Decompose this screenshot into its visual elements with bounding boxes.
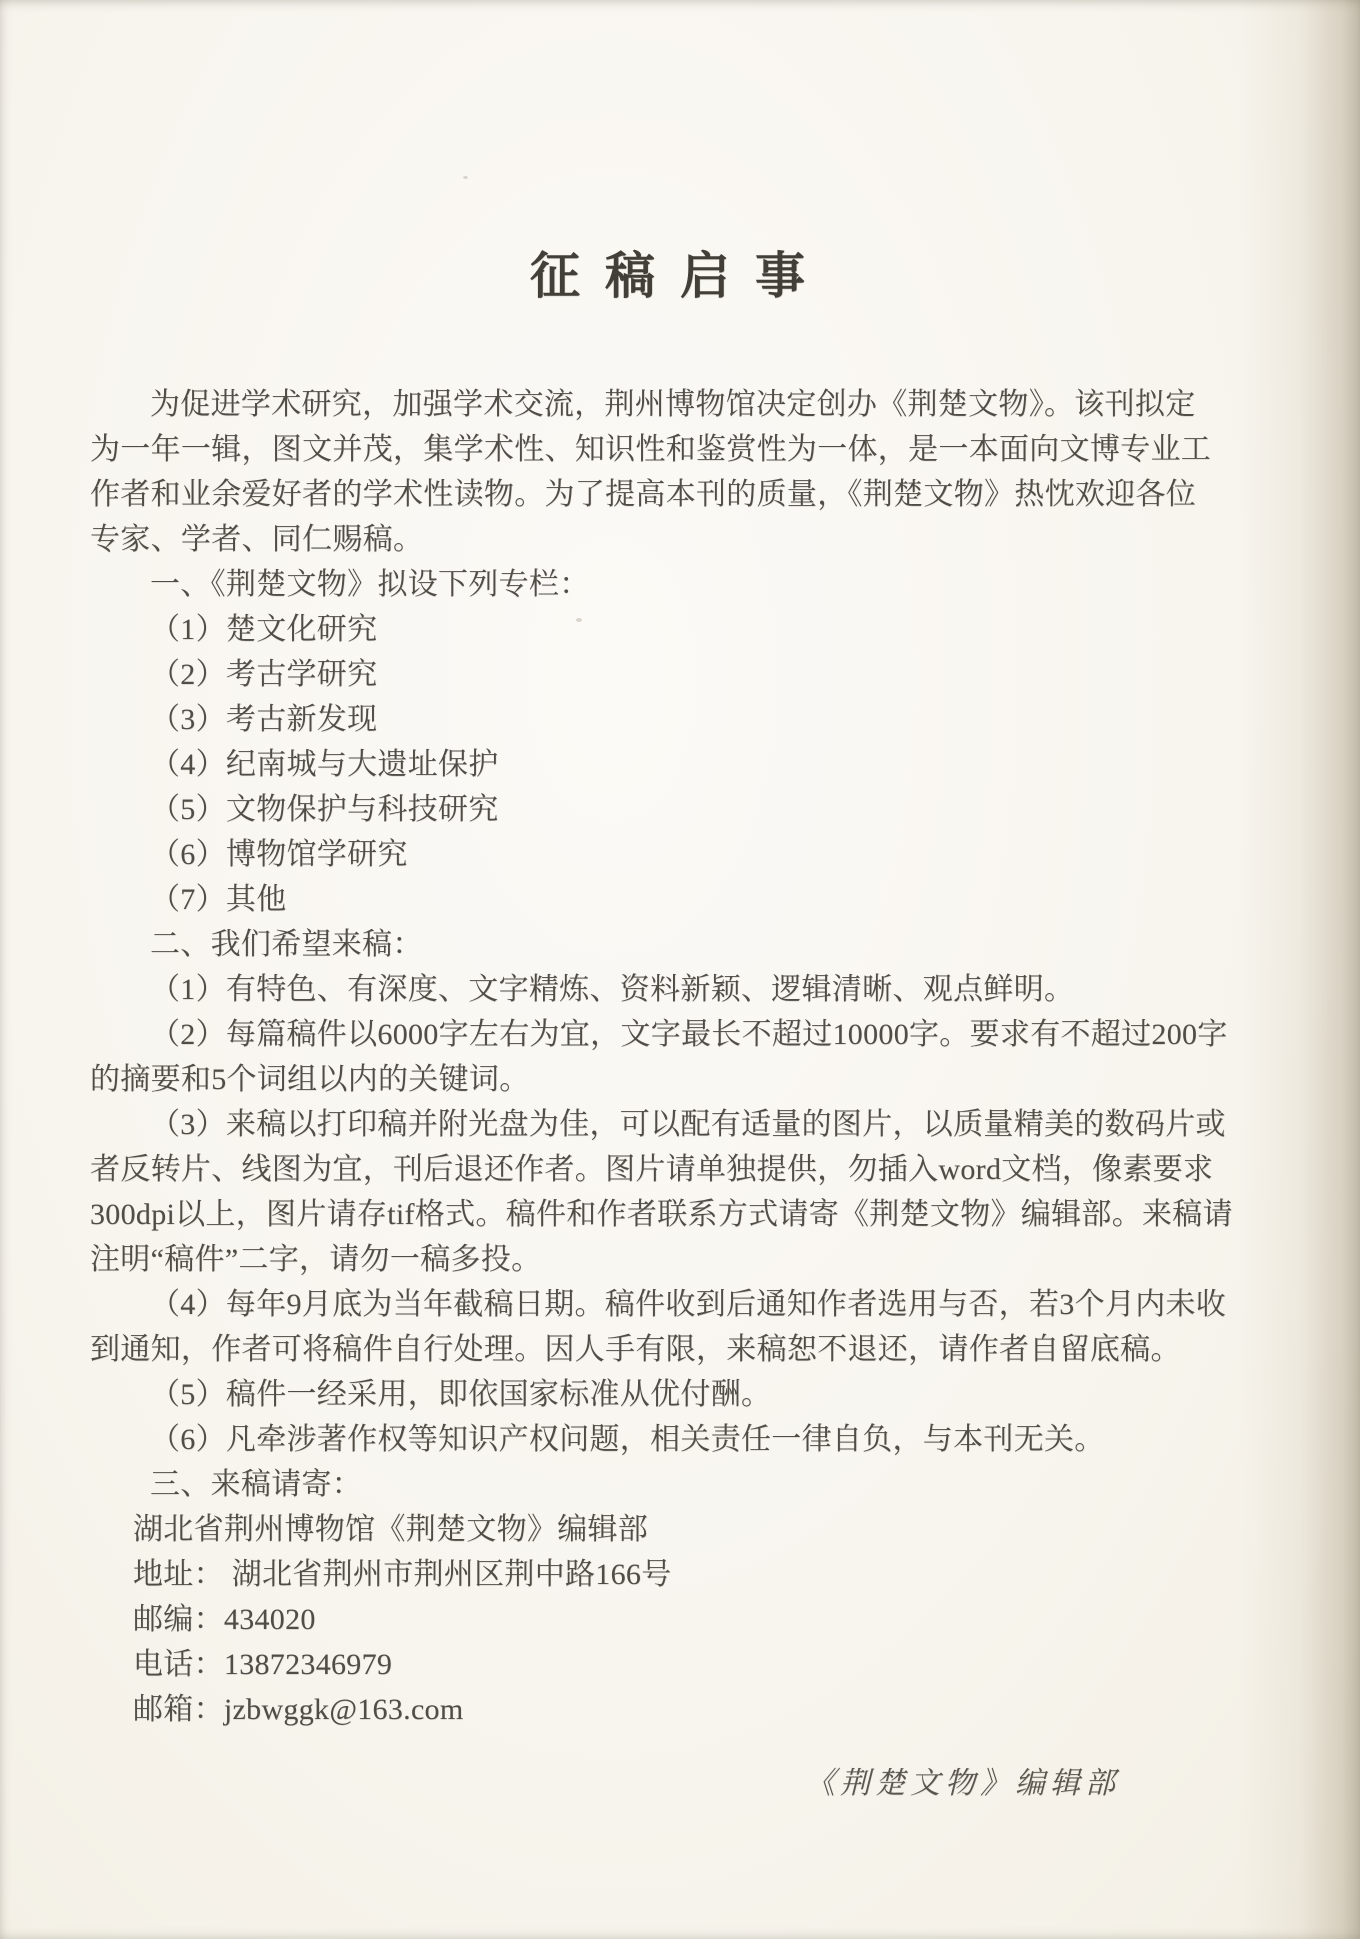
scan-speck xyxy=(463,176,468,179)
body-text xyxy=(90,382,1233,1732)
text-line: （3）来稿以打印稿并附光盘为佳，可以配有适量的图片，以质量精美的数码片或 xyxy=(150,1108,1226,1141)
text-line: （1）有特色、有深度、文字精炼、资料新颖、逻辑清晰、观点鲜明。 xyxy=(150,973,1075,1006)
text-line: 者反转片、线图为宜，刊后退还作者。图片请单独提供，勿插入word文档，像素要求 xyxy=(90,1153,1214,1186)
text-line: （5）稿件一经采用，即依国家标准从优付酬。 xyxy=(150,1378,772,1411)
text-line: 电话：13872346979 xyxy=(133,1648,393,1681)
text-line: 专家、学者、同仁赐稿。 xyxy=(90,523,424,556)
scan-speck xyxy=(576,618,582,622)
text-line: （6）凡牵涉著作权等知识产权问题，相关责任一律自负，与本刊无关。 xyxy=(150,1423,1105,1456)
text-line: （5）文物保护与科技研究 xyxy=(150,793,499,826)
text-line: 为一年一辑，图文并茂，集学术性、知识性和鉴赏性为一体，是一本面向文博专业工 xyxy=(90,433,1212,466)
text-line: 邮箱：jzbwggk@163.com xyxy=(133,1693,464,1726)
text-line: 注明“稿件”二字，请勿一稿多投。 xyxy=(90,1243,542,1276)
text-line: 二、我们希望来稿： xyxy=(150,928,423,961)
text-line: 三、来稿请寄： xyxy=(150,1468,363,1501)
text-line: 作者和业余爱好者的学术性读物。为了提高本刊的质量，《荆楚文物》热忱欢迎各位 xyxy=(90,478,1197,511)
text-line: （6）博物馆学研究 xyxy=(150,838,408,871)
text-line: 到通知，作者可将稿件自行处理。因人手有限，来稿恕不退还，请作者自留底稿。 xyxy=(90,1333,1181,1366)
text-line: （7）其他 xyxy=(150,883,287,916)
text-line: 为促进学术研究，加强学术交流，荆州博物馆决定创办《荆楚文物》。该刊拟定 xyxy=(150,388,1196,421)
page-title: 征稿启事 xyxy=(530,248,830,304)
text-line: （1）楚文化研究 xyxy=(150,613,378,646)
text-line: 一、《荆楚文物》拟设下列专栏： xyxy=(150,568,590,601)
text-line: 的摘要和5个词组以内的关键词。 xyxy=(90,1063,530,1096)
text-line: （3）考古新发现 xyxy=(150,703,378,736)
text-line: 湖北省荆州博物馆《荆楚文物》编辑部 xyxy=(133,1513,649,1546)
text-line: （4）纪南城与大遗址保护 xyxy=(150,748,499,781)
text-line: （2）考古学研究 xyxy=(150,658,378,691)
text-line: 300dpi以上，图片请存tif格式。稿件和作者联系方式请寄《荆楚文物》编辑部。来稿请 xyxy=(90,1198,1233,1231)
text-line: 地址： 湖北省荆州市荆州区荆中路166号 xyxy=(133,1558,672,1591)
text-line: （4）每年9月底为当年截稿日期。稿件收到后通知作者选用与否，若3个月内未收 xyxy=(150,1288,1227,1321)
signature: 《荆楚文物》编辑部 xyxy=(805,1767,1120,1800)
text-line: （2）每篇稿件以6000字左右为宜，文字最长不超过10000字。要求有不超过200字 xyxy=(150,1018,1228,1051)
text-line: 邮编：434020 xyxy=(133,1603,316,1636)
